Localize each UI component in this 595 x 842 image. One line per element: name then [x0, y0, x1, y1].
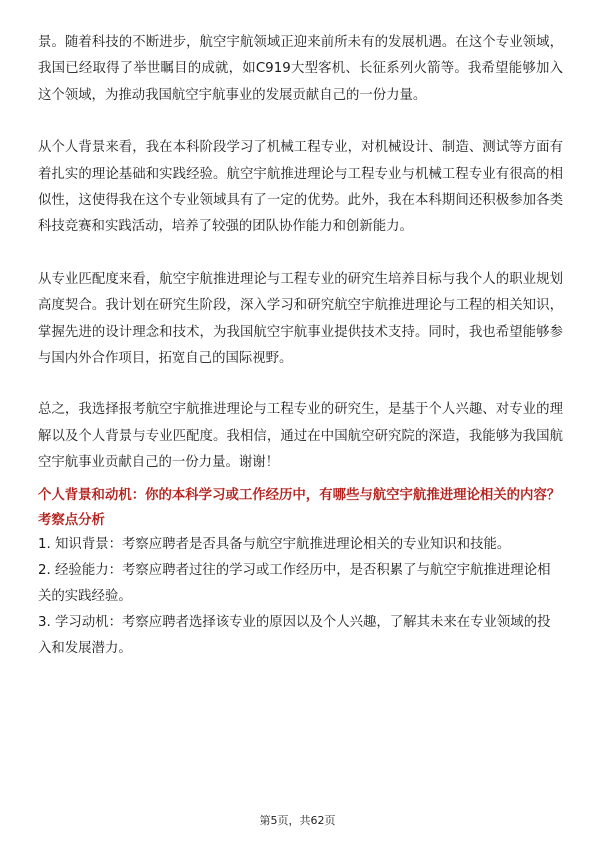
body-paragraph-1: 景。随着科技的不断进步，航空宇航领域正迎来前所未有的发展机遇。在这个专业领域，我国已经取得了举世瞩目的成就，如C919大型客机、长征系列火箭等。我希望能够加入这个领域，为推动我国航空宇航事业的发展贡献自己的一份力量。: [38, 35, 563, 103]
document-page: [38, 30, 563, 662]
analysis-item-2: 2. 经验能力：考察应聘者过往的学习或工作经历中，是否积累了与航空宇航推进理论相关的实践经验。: [38, 562, 551, 604]
analysis-title: 考察点分析: [38, 512, 105, 528]
analysis-item-3: 3. 学习动机：考察应聘者选择该专业的原因以及个人兴趣，了解其未来在专业领域的投入和发展潜力。: [38, 614, 551, 656]
body-paragraph-3: 从专业匹配度来看，航空宇航推进理论与工程专业的研究生培养目标与我个人的职业规划高度契合。我计划在研究生阶段，深入学习和研究航空宇航推进理论与工程的相关知识，掌握先进的设计理念和技术，为我国航空宇航事业提供技术支持。同时，我也希望能够参与国内外合作项目，拓宽自己的国际视野。: [38, 271, 563, 367]
analysis-item-1: 1. 知识背景：考察应聘者是否具备与航空宇航推进理论相关的专业知识和技能。: [38, 536, 511, 552]
body-paragraph-4: 总之，我选择报考航空宇航推进理论与工程专业的研究生，是基于个人兴趣、对专业的理解以及个人背景与专业匹配度。我相信，通过在中国航空研究院的深造，我能够为我国航空宇航事业贡献自己的一份力量。谢谢！: [38, 402, 563, 471]
page-number: 第5页，共62页: [259, 814, 336, 827]
body-paragraph-2: 从个人背景来看，我在本科阶段学习了机械工程专业，对机械设计、制造、测试等方面有着扎实的理论基础和实践经验。航空宇航推进理论与工程专业与机械工程专业有很高的相似性，这使得我在这个专业领域具有了一定的优势。此外，我在本科期间还积极参加各类科技竞赛和实践活动，培养了较强的团队协作能力和创新能力。: [38, 140, 563, 235]
interview-question: 个人背景和动机：你的本科学习或工作经历中，有哪些与航空宇航推进理论相关的内容？: [38, 487, 561, 503]
